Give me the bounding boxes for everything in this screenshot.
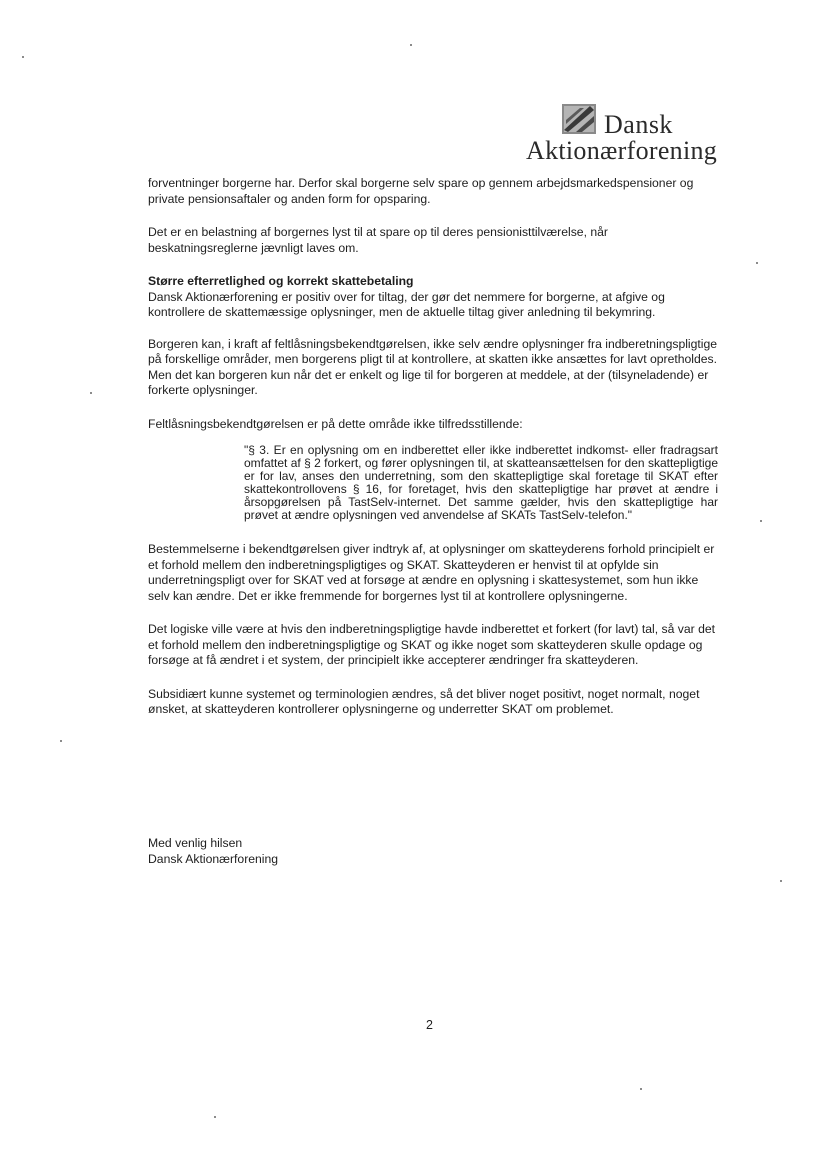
scan-speck (22, 56, 24, 58)
paragraph: Bestemmelserne i bekendtgørelsen giver indtryk af, at oplysninger om skatteyderens forhold principielt er et forhold mellem den indberetningspligtiges og SKAT. Skatteyderen er henvist til at opfylde sin underretningspligt over for SKAT ved at forsøge at ændre en oplysning i skattesystemet, som hun ikke selv kan ændre. Det er ikke fremmende for borgernes lyst til at kontrollere oplysningerne. (148, 542, 715, 603)
logo-text-line-1: Dansk (604, 110, 673, 139)
organization-logo (524, 96, 724, 164)
scan-speck (640, 1088, 642, 1090)
paragraph: forventninger borgerne har. Derfor skal borgerne selv spare op gennem arbejdsmarkedspensioner og private pensionsaftaler og anden form for opsparing. (148, 176, 694, 206)
section-heading: Større efterretlighed og korrekt skattebetaling (148, 274, 414, 288)
logo-text-line-2: Aktionærforening (526, 136, 718, 165)
paragraph: Feltlåsningsbekendtgørelsen er på dette område ikke tilfredsstillende: (148, 416, 523, 431)
signature-block (148, 836, 278, 867)
scan-speck (760, 520, 762, 522)
scan-speck (60, 740, 62, 742)
page-number: 2 (426, 1018, 433, 1032)
scan-speck (780, 880, 782, 882)
scan-speck (214, 1116, 216, 1118)
section (148, 274, 718, 321)
sender-name: Dansk Aktionærforening (148, 851, 279, 866)
paragraph: Dansk Aktionærforening er positiv over for tiltag, der gør det nemmere for borgerne, at afgive og kontrollere de skattemæssige oplysninger, men de aktuelle tiltag giver anledning til bekymring. (148, 289, 665, 319)
legal-quote: "§ 3. Er en oplysning om en indberettet eller ikke indberettet indkomst- eller fradragsart omfattet af § 2 forkert, og fører oplysningen til, at skatteansættelsen for den skattepligtige er for lav, anses den underretning, som den skattepligtige skal foretage til SKAT efter skattekontrollovens § 16, for foretaget, hvis den skattepligtige har prøvet at ændre i årsopgørelsen på TastSelv-internet. Det samme gælder, hvis den skattepligtige har prøvet at ændre oplysningen ved anvendelse af SKATs TastSelv-telefon." (244, 443, 718, 522)
letter-body (148, 176, 718, 736)
paragraph: Det logiske ville være at hvis den indberetningspligtige havde indberettet et forkert (for lavt) tal, så var det et forhold mellem den indberetningspligtige og SKAT og ikke noget som skatteyderen skulle opdage og forsøge at få ændret i et system, der principielt ikke accepterer ændringer fra skatteyderen. (148, 622, 716, 667)
paragraph: Subsidiært kunne systemet og terminologien ændres, så det bliver noget positivt, noget normalt, noget ønsket, at skatteyderen kontrollerer oplysningerne og underretter SKAT om problemet. (148, 686, 700, 716)
closing-greeting: Med venlig hilsen (148, 836, 243, 850)
scan-speck (90, 392, 92, 394)
paragraph: Borgeren kan, i kraft af feltlåsningsbekendtgørelsen, ikke selv ændre oplysninger fra indberetningspligtige på forskellige områder, men borgerens pligt til at kontrollere, at skatten ikke ansættes for lavt opretholdes. Men det kan borgeren kun når det er enkelt og lige til for borgeren at meddele, at der (tilsyneladende) er forkerte oplysninger. (148, 336, 718, 397)
scan-speck (756, 262, 758, 264)
scan-speck (410, 44, 412, 46)
logo-emblem-icon (560, 100, 600, 138)
paragraph: Det er en belastning af borgernes lyst til at spare op til deres pensionisttilværelse, når beskatningsreglerne jævnligt laves om. (148, 225, 608, 255)
